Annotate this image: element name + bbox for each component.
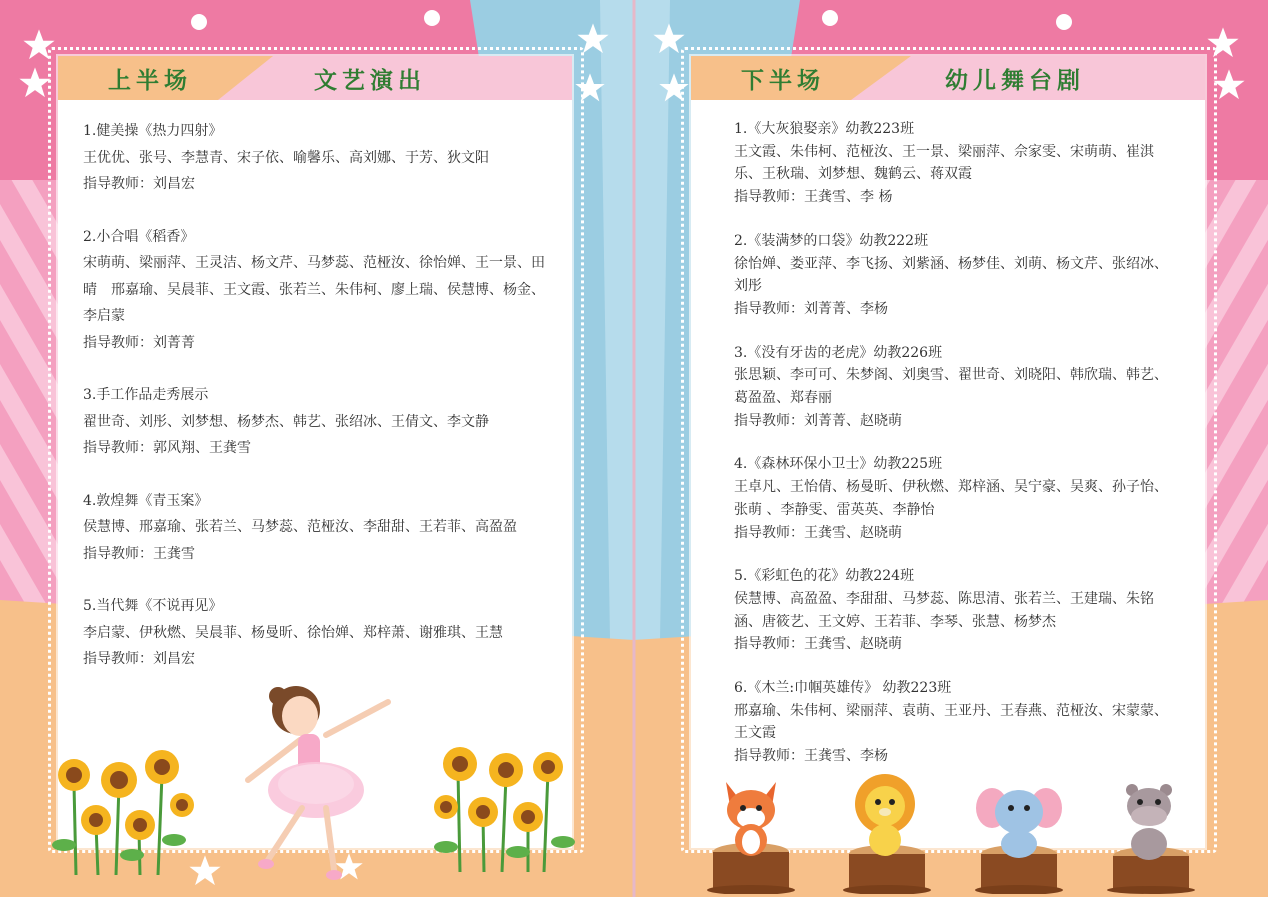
program-list [734,118,1179,789]
program-item [83,488,553,568]
panel-header [691,56,1205,100]
program-title: 4.敦煌舞《青玉案》 [83,492,209,509]
program-panel-second-half [691,56,1205,848]
program-item [734,118,1179,209]
program-teacher: 指导教师：郭风翔、王龚雪 [83,440,251,456]
program-teacher: 指导教师：王龚雪、李 杨 [734,189,893,206]
program-item [83,593,553,673]
program-teacher: 指导教师：刘昌宏 [83,651,195,667]
program-members: 王文霞、朱伟柯、范桠汝、王一景、梁丽萍、佘家雯、宋萌萌、崔淇乐、王秋瑞、刘梦想、魏鹤云、蒋双霞 [734,143,1154,183]
program-members: 王卓凡、王怡倩、杨曼昕、伊秋燃、郑梓涵、吴宁豪、吴爽、孙子怡、张萌 、李静雯、雷英英、李静怡 [734,479,1168,518]
program-item [734,230,1179,321]
program-item [734,342,1179,433]
program-teacher: 指导教师：刘菁菁、赵晓萌 [734,412,902,429]
program-members: 侯慧博、邢嘉瑜、张若兰、马梦蕊、范桠汝、李甜甜、王若菲、高盈盈 [83,519,517,535]
header-label-session: 上半场 [108,68,192,94]
program-members: 翟世奇、刘彤、刘梦想、杨梦杰、韩艺、张绍冰、王倩文、李文静 [83,413,489,430]
program-title: 1.《大灰狼娶亲》幼教223班 [734,121,915,137]
program-item [83,382,553,462]
program-title: 3.《没有牙齿的老虎》幼教226班 [734,344,943,361]
program-members: 侯慧博、高盈盈、李甜甜、马梦蕊、陈思清、张若兰、王建瑞、朱铭涵、唐筱艺、王文婷、王若菲、李琴、张慧、杨梦杰 [734,590,1154,630]
program-teacher: 指导教师：刘昌宏 [83,176,195,192]
program-teacher: 指导教师：王龚雪 [83,545,195,562]
program-members: 王优优、张号、李慧青、宋子依、喻馨乐、高刘娜、于芳、狄文阳 [83,149,489,166]
program-teacher: 指导教师：王龚雪、赵晓萌 [734,524,902,541]
program-title: 5.《彩虹色的花》幼教224班 [734,568,915,585]
program-title: 2.小合唱《稻香》 [83,228,195,245]
header-label-title: 文艺演出 [314,68,426,94]
program-item [734,565,1179,656]
program-members: 邢嘉瑜、朱伟柯、梁丽萍、袁萌、王亚丹、王春燕、范桠汝、宋蒙蒙、王文霞 [734,702,1168,742]
program-teacher: 指导教师：王龚雪、赵晓萌 [734,636,902,653]
header-label-session: 下半场 [741,68,825,94]
program-members: 李启蒙、伊秋燃、吴晨菲、杨曼昕、徐怡婵、郑梓萧、谢雅琪、王慧 [83,624,503,641]
program-members: 宋萌萌、梁丽萍、王灵洁、杨文芹、马梦蕊、范桠汝、徐怡婵、王一景、田 晴 邢嘉瑜、吴晨菲、王文霞、张若兰、朱伟柯、廖上瑞、侯慧博、杨金、李启蒙 [83,255,545,324]
header-label-title: 幼儿舞台剧 [945,68,1085,94]
program-title: 6.《木兰:巾帼英雄传》 幼教223班 [734,680,952,697]
program-members: 张思颖、李可可、朱梦阁、刘奥雪、翟世奇、刘晓阳、韩欣瑞、韩艺、葛盈盈、郑春丽 [734,367,1168,407]
program-teacher: 指导教师：刘菁菁 [83,334,195,351]
program-title: 3.手工作品走秀展示 [83,387,209,403]
program-title: 5.当代舞《不说再见》 [83,598,223,614]
program-panel-first-half [58,56,572,848]
program-item [83,118,553,198]
panel-header [58,56,572,100]
program-members: 徐怡婵、娄亚萍、李飞扬、刘紫涵、杨梦佳、刘萌、杨文芹、张绍冰、刘彤 [734,255,1168,295]
program-title: 1.健美操《热力四射》 [83,123,223,139]
program-teacher: 指导教师：刘菁菁、李杨 [734,300,888,317]
program-title: 4.《森林环保小卫士》幼教225班 [734,456,943,473]
program-item [734,677,1179,768]
program-item [83,224,553,357]
program-title: 2.《装满梦的口袋》幼教222班 [734,232,929,249]
program-teacher: 指导教师：王龚雪、李杨 [734,748,888,765]
program-item [734,453,1179,544]
program-list [83,118,553,699]
